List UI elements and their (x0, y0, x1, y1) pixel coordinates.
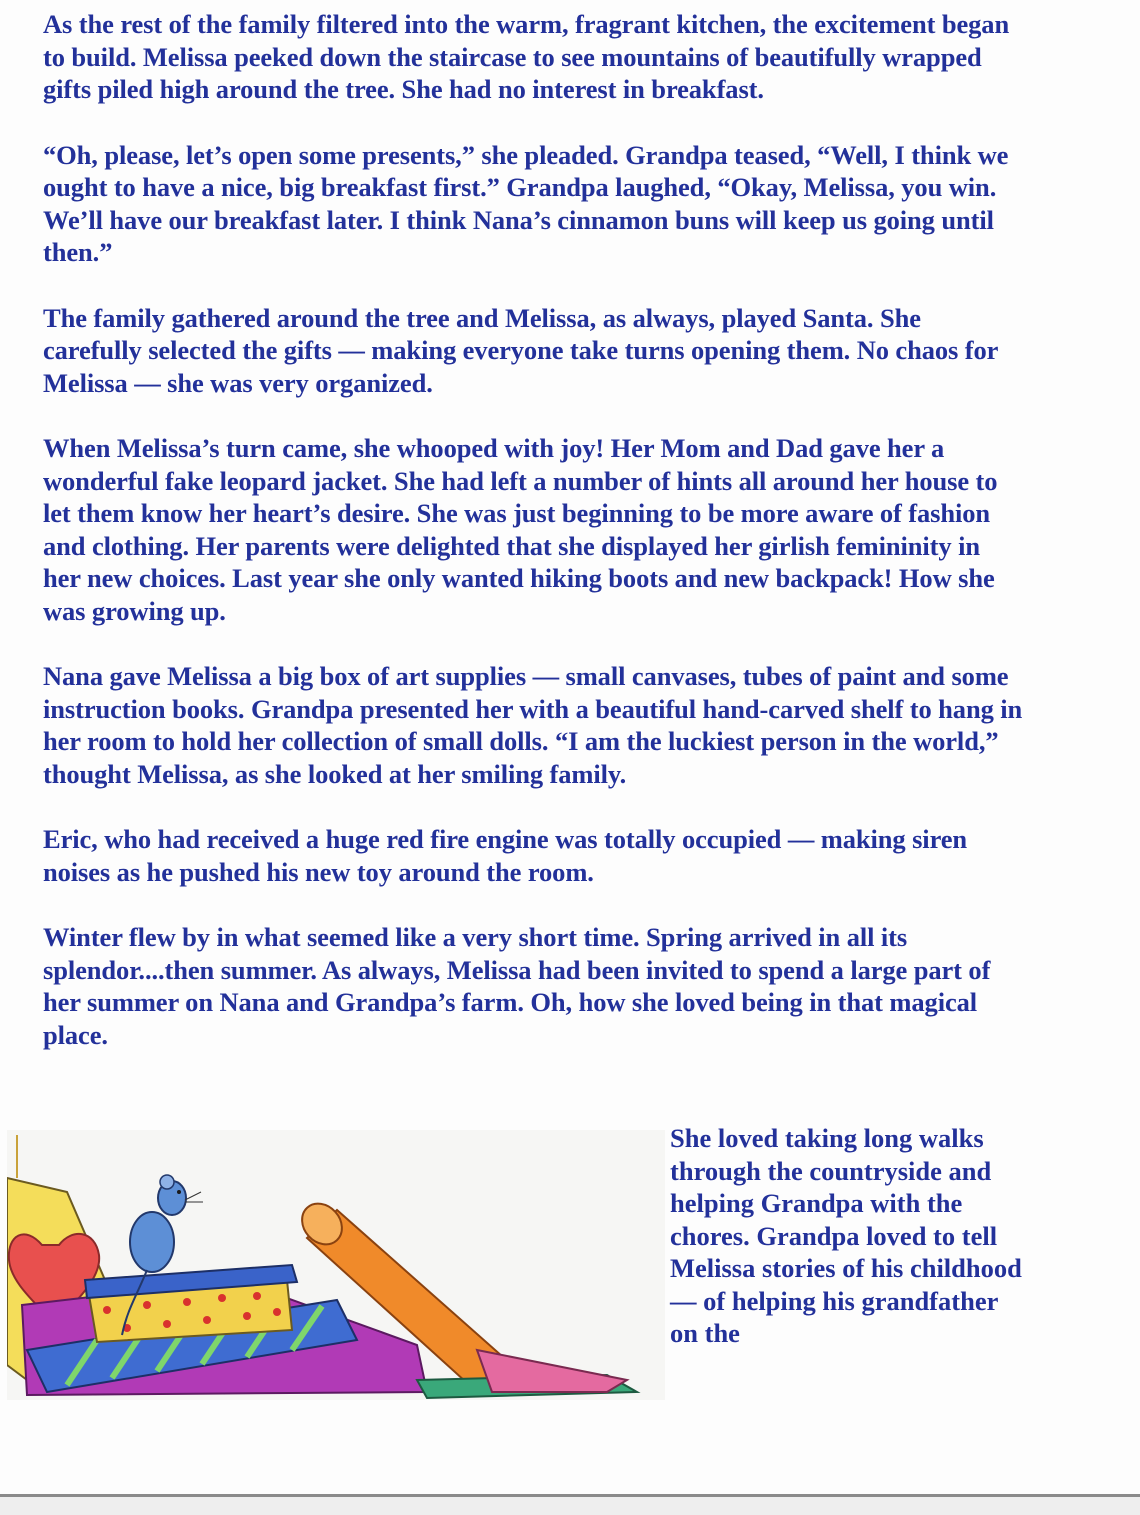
story-text (43, 8, 1023, 1051)
gift-boxes-illustration (7, 1130, 665, 1400)
mouse-on-gifts-drawing (7, 1130, 665, 1400)
side-paragraph: She loved taking long walks through the countryside and helping Grandpa with the chores. Grandpa loved to tell Melissa stories of his childhood — of helping his grandfather on the (670, 1123, 1022, 1348)
paragraph-presents: “Oh, please, let’s open some presents,” she pleaded. Grandpa teased, “Well, I think we ought to have a nice, big breakfast first.” Grandpa laughed, “Okay, Melissa, you win. We’ll have our breakfast later. I think Nana’s cinnamon buns will keep us going until then.” (43, 139, 1009, 267)
paragraph-kitchen: As the rest of the family filtered into the warm, fragrant kitchen, the excitement began to build. Melissa peeked down the staircase to see mountains of beautifully wrapped gifts piled high around the tree. She had no interest in breakfast. (43, 9, 1010, 104)
scan-margin (0, 1497, 1140, 1515)
paragraph-summer: Winter flew by in what seemed like a very short time. Spring arrived in all its splendor....then summer. As always, Melissa had been invited to spend a large part of her summer on Nana and Grandpa’s farm. Oh, how she loved being in that magical place. (43, 922, 991, 1050)
paragraph-fire-engine: Eric, who had received a huge red fire engine was totally occupied — making siren noises as he pushed his new toy around the room. (43, 824, 968, 887)
paragraph-santa: The family gathered around the tree and Melissa, as always, played Santa. She carefully selected the gifts — making everyone take turns opening them. No chaos for Melissa — she was very organized. (43, 302, 998, 398)
paragraph-jacket: When Melissa’s turn came, she whooped with joy! Her Mom and Dad gave her a wonderful fake leopard jacket. She had left a number of hints all around her house to let them know her heart’s desire. She was just beginning to be more aware of fashion and clothing. Her parents were delighted that she displayed her girlish femininity in her new choices. Last year she only wanted hiking boots and new backpack! How she was growing up. (43, 433, 998, 626)
paragraph-art-supplies: Nana gave Melissa a big box of art supplies — small canvases, tubes of paint and some instruction books. Grandpa presented her with a beautiful hand-carved shelf to hang in her room to hold her collection of small dolls. “I am the luckiest person in the world,” thought Melissa, as she looked at her smiling family. (43, 661, 1023, 789)
